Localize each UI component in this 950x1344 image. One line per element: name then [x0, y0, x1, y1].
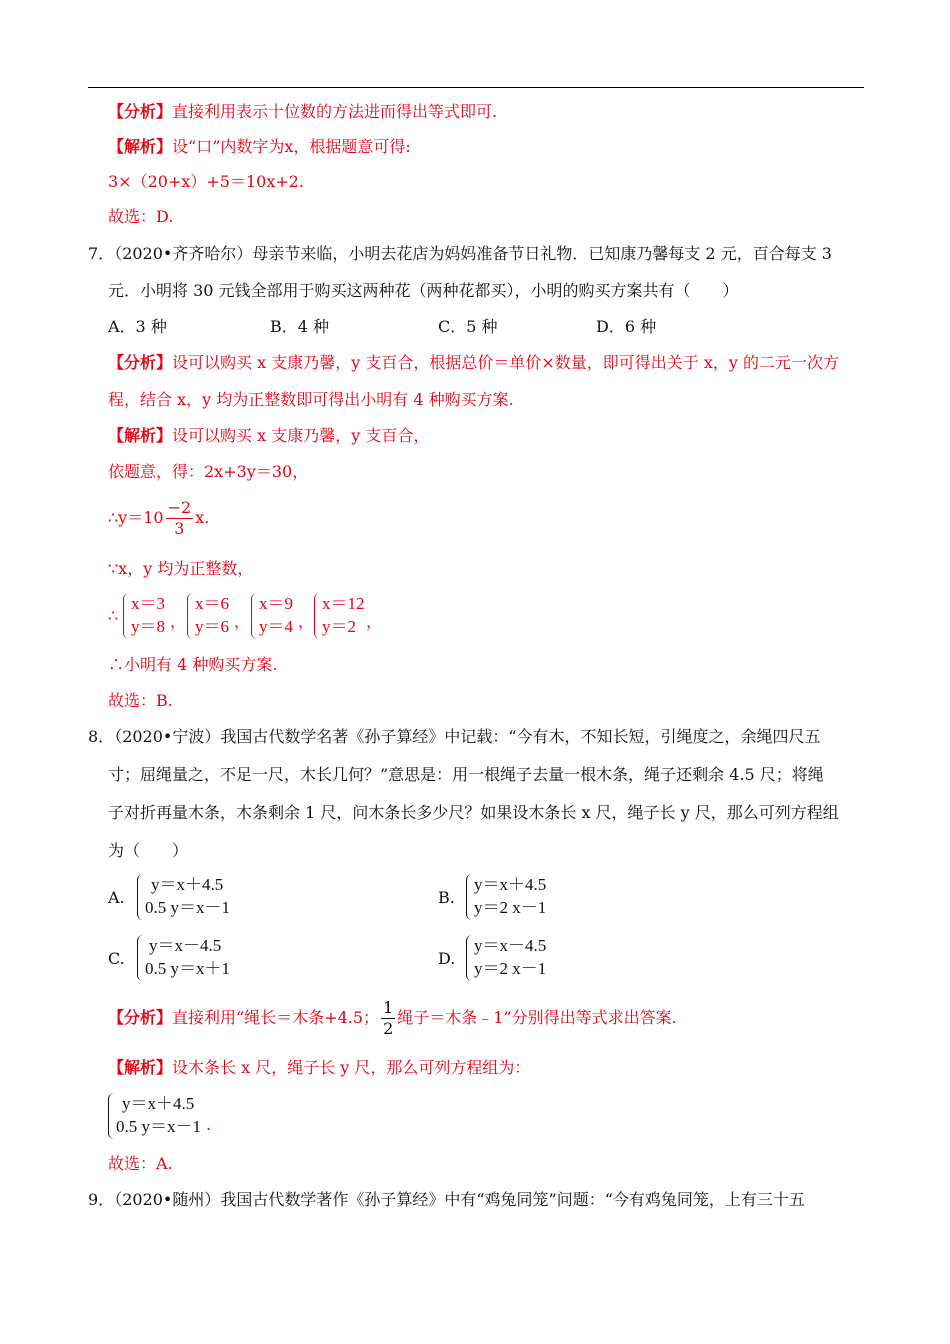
option-d: D．6 种 [596, 317, 657, 336]
question-number: 7． [88, 244, 115, 263]
solution-system: y＝x＋4.5 0.5 y＝x－1 [108, 1093, 218, 1139]
option-c-label: C. [108, 949, 125, 968]
solution-tag: 【解析】 [108, 426, 173, 445]
option-a-label: A. [108, 888, 125, 907]
header-rule [88, 87, 864, 88]
solution-tag: 【解析】 [108, 137, 173, 156]
analysis-tag: 【分析】 [108, 102, 173, 121]
question-8-line2: 寸；屈绳量之，不足一尺，木长几何？”意思是：用一根绳子去量一根木条，绳子还剩余 4.5 尺；将绳 [108, 765, 824, 784]
analysis-paragraph: 【分析】直接利用“绳长＝木条+4.5； $\frac{1}{2}$ 绳子＝木条﹣1”分别得出等式求出答案. [108, 998, 677, 1038]
question-8-line4: 为（ ） [108, 841, 189, 860]
solution-system-2: x＝6 y＝6 [187, 593, 235, 639]
solution-line2: 依题意，得：2x+3y＝30， [108, 462, 309, 481]
fraction-half: $\frac{1}{2}$ [383, 998, 394, 1038]
analysis-tag: 【分析】 [108, 353, 173, 372]
solution-paragraph: 【解析】设“口”内数字为x，根据题意可得: [108, 137, 411, 156]
question-7-line2: 元．小明将 30 元钱全部用于购买这两种花（两种花都买），小明的购买方案共有（ ） [108, 281, 739, 300]
therefore-symbol: ∴ [108, 606, 119, 625]
solution-tag: 【解析】 [108, 1058, 173, 1077]
fraction: $\frac{-2}{3}$ [167, 498, 192, 538]
analysis-line2: 程，结合 x，y 均为正整数即可得出小明有 4 种购买方案. [108, 390, 514, 409]
question-number: 9． [88, 1190, 115, 1209]
question-8-line3: 子对折再量木条，木条剩余 1 尺，问木条长多少尺？如果设木条长 x 尺，绳子长 y 尺，那么可列方程组 [108, 803, 839, 822]
option-c-system: y＝x－4.5 0.5 y＝x＋1 [137, 935, 247, 981]
analysis-tag: 【分析】 [108, 1008, 173, 1027]
solution-system-3: x＝9 y＝4 [251, 593, 299, 639]
answer-line: 故选：D. [108, 207, 174, 226]
option-a-system: y＝x＋4.5 0.5 y＝x－1 [137, 874, 247, 920]
fraction-equation: ∴y＝10 $\frac{-2}{3}$ x. [108, 498, 210, 538]
solution-paragraph: 【解析】设木条长 x 尺，绳子长 y 尺，那么可列方程组为： [108, 1058, 531, 1077]
option-c: C．5 种 [438, 317, 498, 336]
question-9-line1: 9．（2020•随州）我国古代数学著作《孙子算经》中有“鸡兔同笼”问题：“今有鸡兔同笼，上有三十五 [88, 1190, 805, 1209]
question-7-line1: 7．（2020•齐齐哈尔）母亲节来临，小明去花店为妈妈准备节日礼物．已知康乃馨每支 2 元，百合每支 3 [88, 244, 832, 263]
equation-line: 3×（20+x）+5＝10x+2. [108, 172, 305, 191]
because-line: ∵x，y 均为正整数， [108, 559, 254, 578]
answer-line: 故选：A. [108, 1154, 173, 1173]
question-8-line1: 8．（2020•宁波）我国古代数学名著《孙子算经》中记载：“今有木，不知长短，引绳度之，余绳四尺五 [88, 727, 821, 746]
option-d-system: y＝x－4.5 y＝2 x－1 [466, 935, 566, 981]
answer-line: 故选：B. [108, 691, 173, 710]
option-b-system: y＝x＋4.5 y＝2 x－1 [466, 874, 566, 920]
option-a: A．3 种 [108, 317, 167, 336]
option-b-label: B. [438, 888, 455, 907]
question-number: 8． [88, 727, 115, 746]
solution-system-1: x＝3 y＝8 [123, 593, 171, 639]
option-b: B．4 种 [270, 317, 330, 336]
analysis-paragraph: 【分析】设可以购买 x 支康乃馨，y 支百合，根据总价＝单价×数量，即可得出关于 x，y 的二元一次方 [108, 353, 839, 372]
solution-paragraph: 【解析】设可以购买 x 支康乃馨，y 支百合， [108, 426, 430, 445]
conclusion-line: ∴小明有 4 种购买方案. [108, 655, 278, 674]
analysis-paragraph: 【分析】直接利用表示十位数的方法进而得出等式即可. [108, 102, 498, 121]
solution-system-4: x＝12 y＝2 [314, 593, 370, 639]
option-d-label: D. [438, 949, 456, 968]
